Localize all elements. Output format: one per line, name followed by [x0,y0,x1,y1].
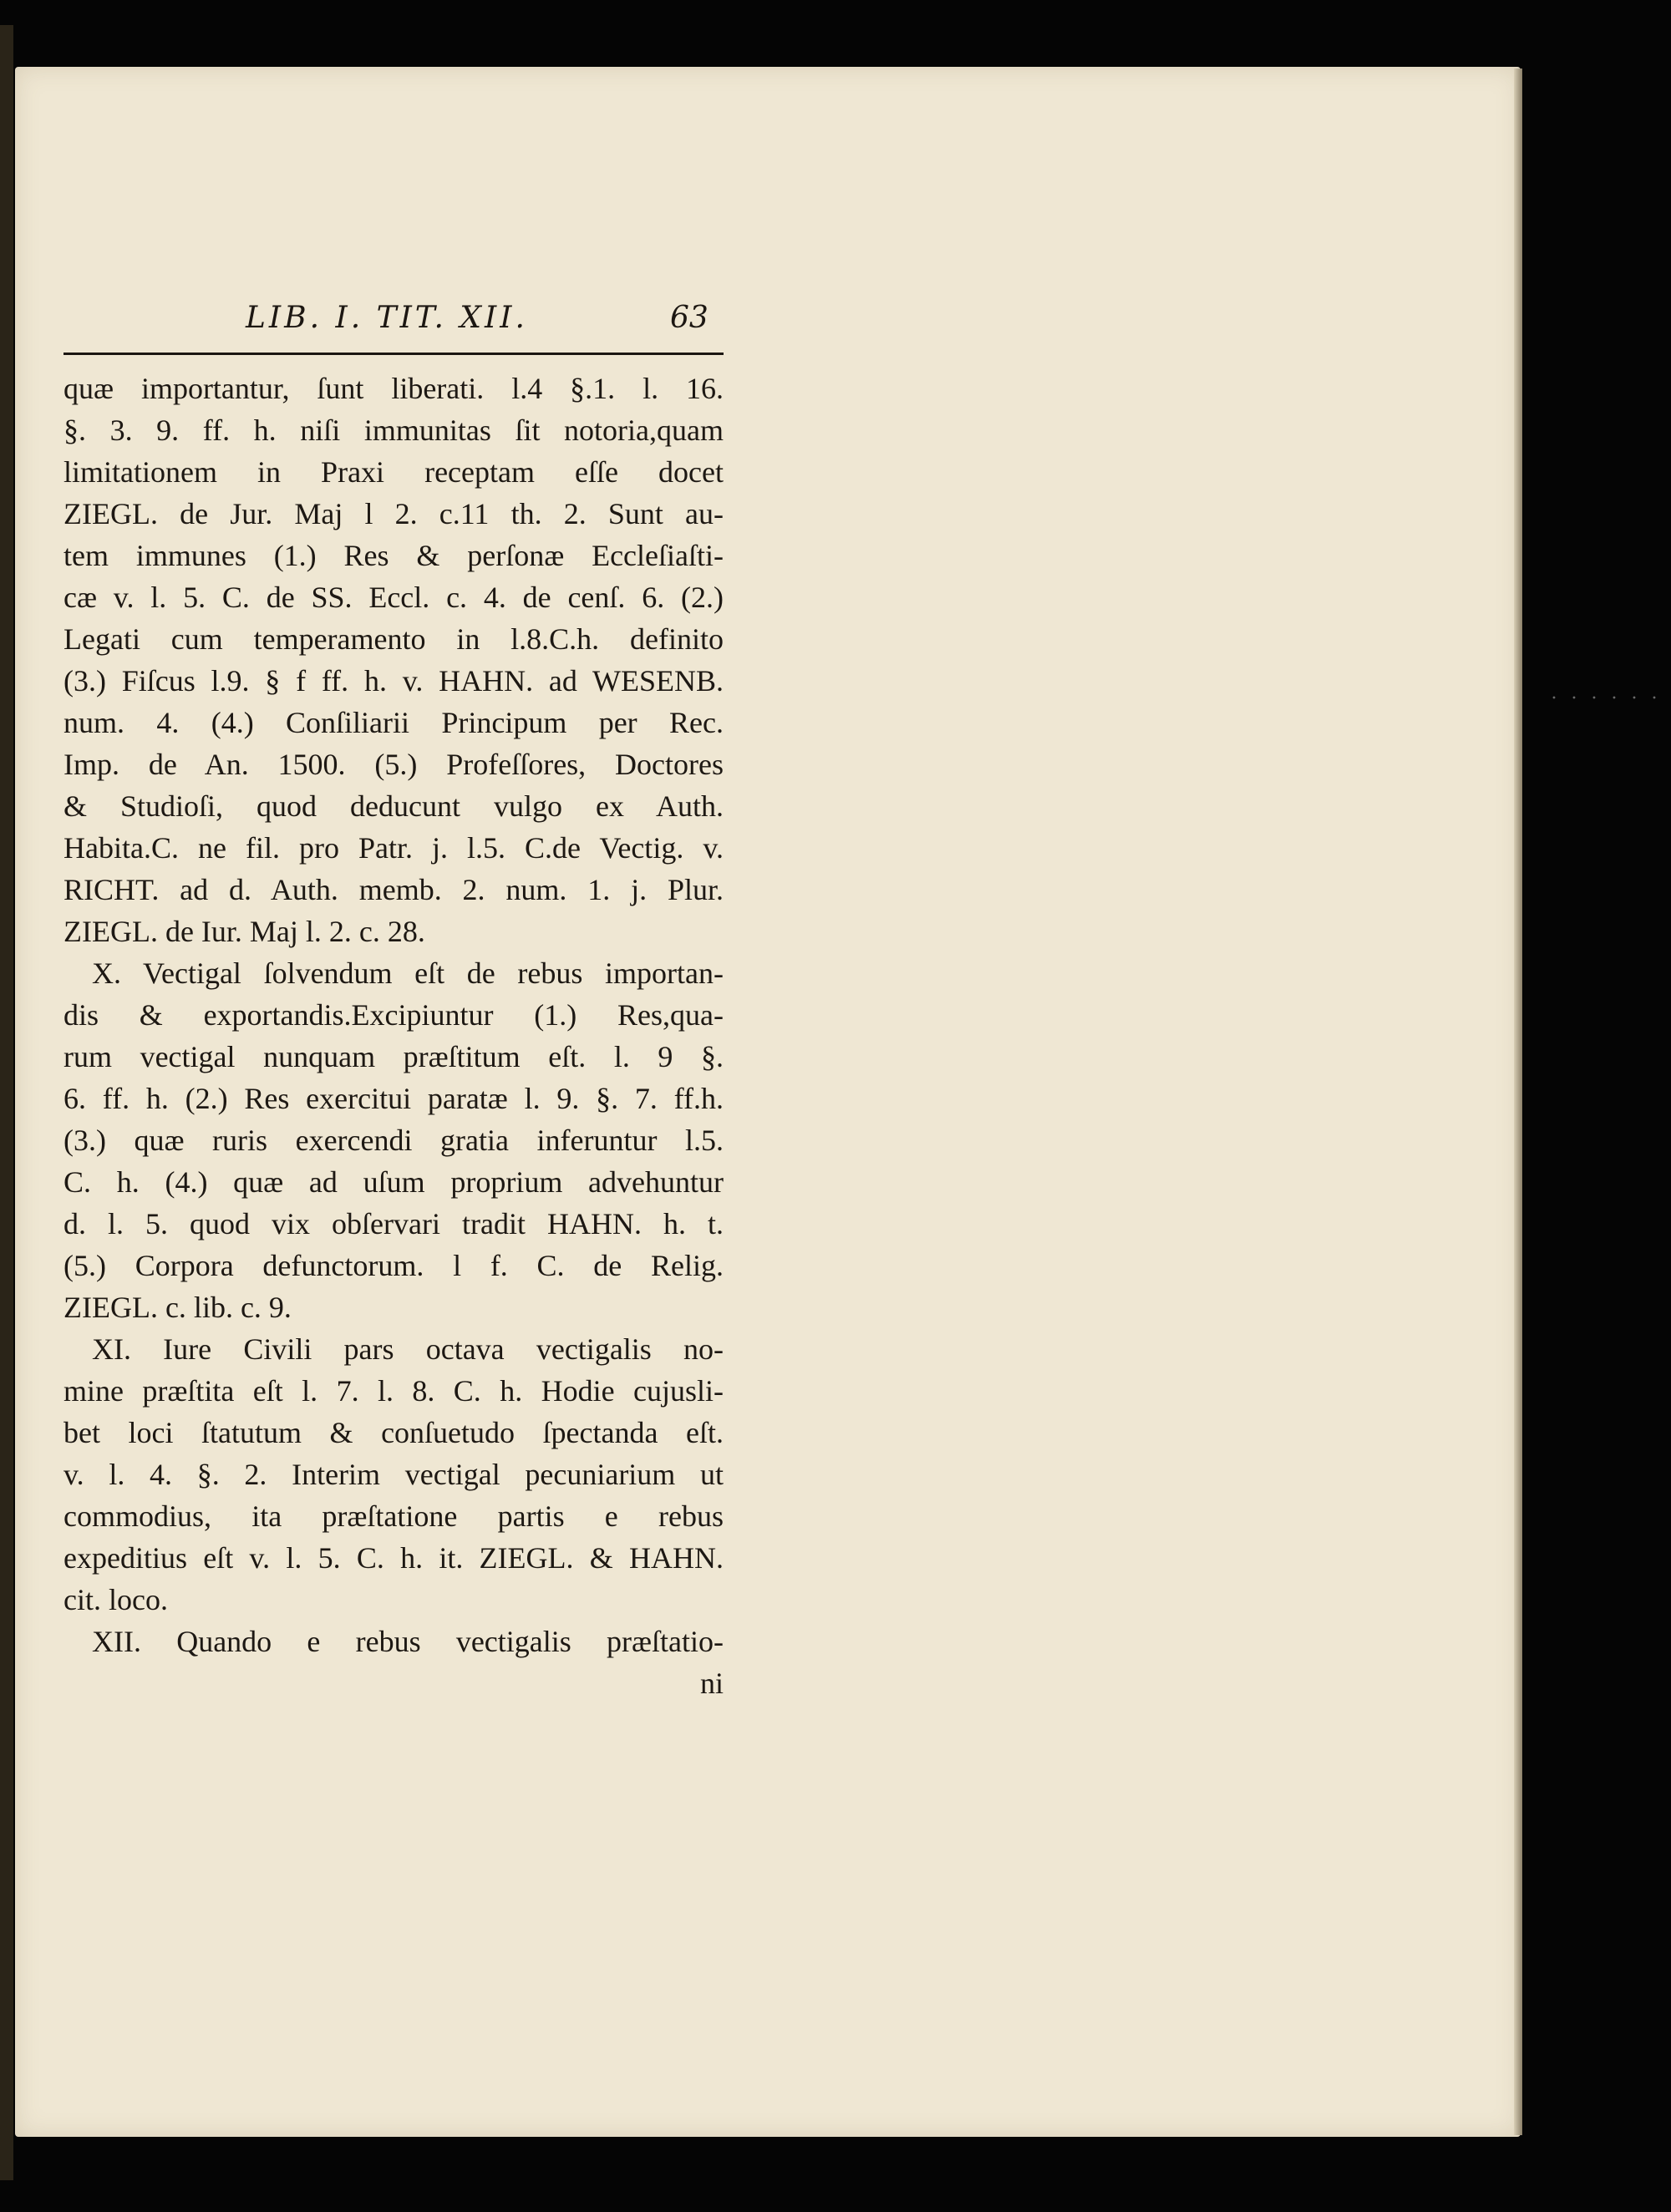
text-line: ZIEGL. c. lib. c. 9. [63,1291,292,1324]
text-line: tem immunes (1.) Res & perſonæ Eccleſiaſti- [63,539,724,572]
background-dots [1544,695,1661,700]
page-number: 63 [670,301,709,335]
text-line: & Studioſi, quod deducunt vulgo ex Auth. [63,789,724,823]
text-line: ZIEGL. de Jur. Maj l 2. c.11 th. 2. Sunt au- [63,497,724,530]
catchword: ni [699,1667,724,1700]
text-line: RICHT. ad d. Auth. memb. 2. num. 1. j. Plur. [63,873,724,906]
text-line: dis & exportandis.Excipiuntur (1.) Res,qua- [63,998,724,1032]
text-line: limitationem in Praxi receptam eſſe docet [63,455,724,489]
text-line: 6. ff. h. (2.) Res exercitui paratæ l. 9. §. 7. ff.h. [63,1082,724,1115]
book-page [15,67,1521,2137]
text-line: expeditius eſt v. l. 5. C. h. it. ZIEGL. & HAHN. [63,1541,724,1575]
text-line: cit. loco. [63,1583,168,1616]
text-line: Habita.C. ne fil. pro Patr. j. l.5. C.de Vectig. v. [63,831,724,865]
book-binding [0,25,13,2180]
text-line: (3.) Fiſcus l.9. § f ff. h. v. HAHN. ad WESENB. [63,664,724,698]
text-line: C. h. (4.) quæ ad uſum proprium advehuntur [63,1165,724,1199]
text-line: v. l. 4. §. 2. Interim vectigal pecuniarium ut [63,1458,724,1491]
page-content [63,234,732,1700]
text-line: bet loci ſtatutum & conſuetudo ſpectanda eſt. [63,1416,724,1449]
text-line: quæ importantur, ſunt liberati. l.4 §.1. l. 16. [63,372,724,405]
text-line: num. 4. (4.) Conſiliarii Principum per Rec. [63,706,724,739]
text-line: cæ v. l. 5. C. de SS. Eccl. c. 4. de cenſ. 6. (2.) [63,581,724,614]
text-line: §. 3. 9. ff. h. niſi immunitas ſit notoria,quam [63,413,724,447]
page-header [63,234,732,334]
text-line: XI. Iure Civili pars octava vectigalis no- [92,1332,724,1366]
text-body [63,368,724,1704]
text-line: X. Vectigal ſolvendum eſt de rebus importan- [92,956,724,990]
header-rule [63,353,724,355]
text-line: (3.) quæ ruris exercendi gratia inferuntur l.5. [63,1124,724,1157]
text-line: d. l. 5. quod vix obſervari tradit HAHN. h. t. [63,1207,724,1240]
text-line: mine præſtita eſt l. 7. l. 8. C. h. Hodie cujusli- [63,1374,724,1408]
text-line: rum vectigal nunquam præſtitum eſt. l. 9 §. [63,1040,724,1073]
running-title: LIB. I. TIT. XII. [246,301,528,335]
text-line: ZIEGL. de Iur. Maj l. 2. c. 28. [63,915,425,948]
text-line: (5.) Corpora defunctorum. l f. C. de Relig. [63,1249,724,1282]
page-edge [1514,68,1522,2135]
text-line: commodius, ita præſtatione partis e rebus [63,1499,724,1533]
text-line: Legati cum temperamento in l.8.C.h. definito [63,622,724,656]
text-line: Imp. de An. 1500. (5.) Profeſſores, Doctores [63,748,724,781]
text-line: XII. Quando e rebus vectigalis præſtatio- [92,1625,724,1658]
